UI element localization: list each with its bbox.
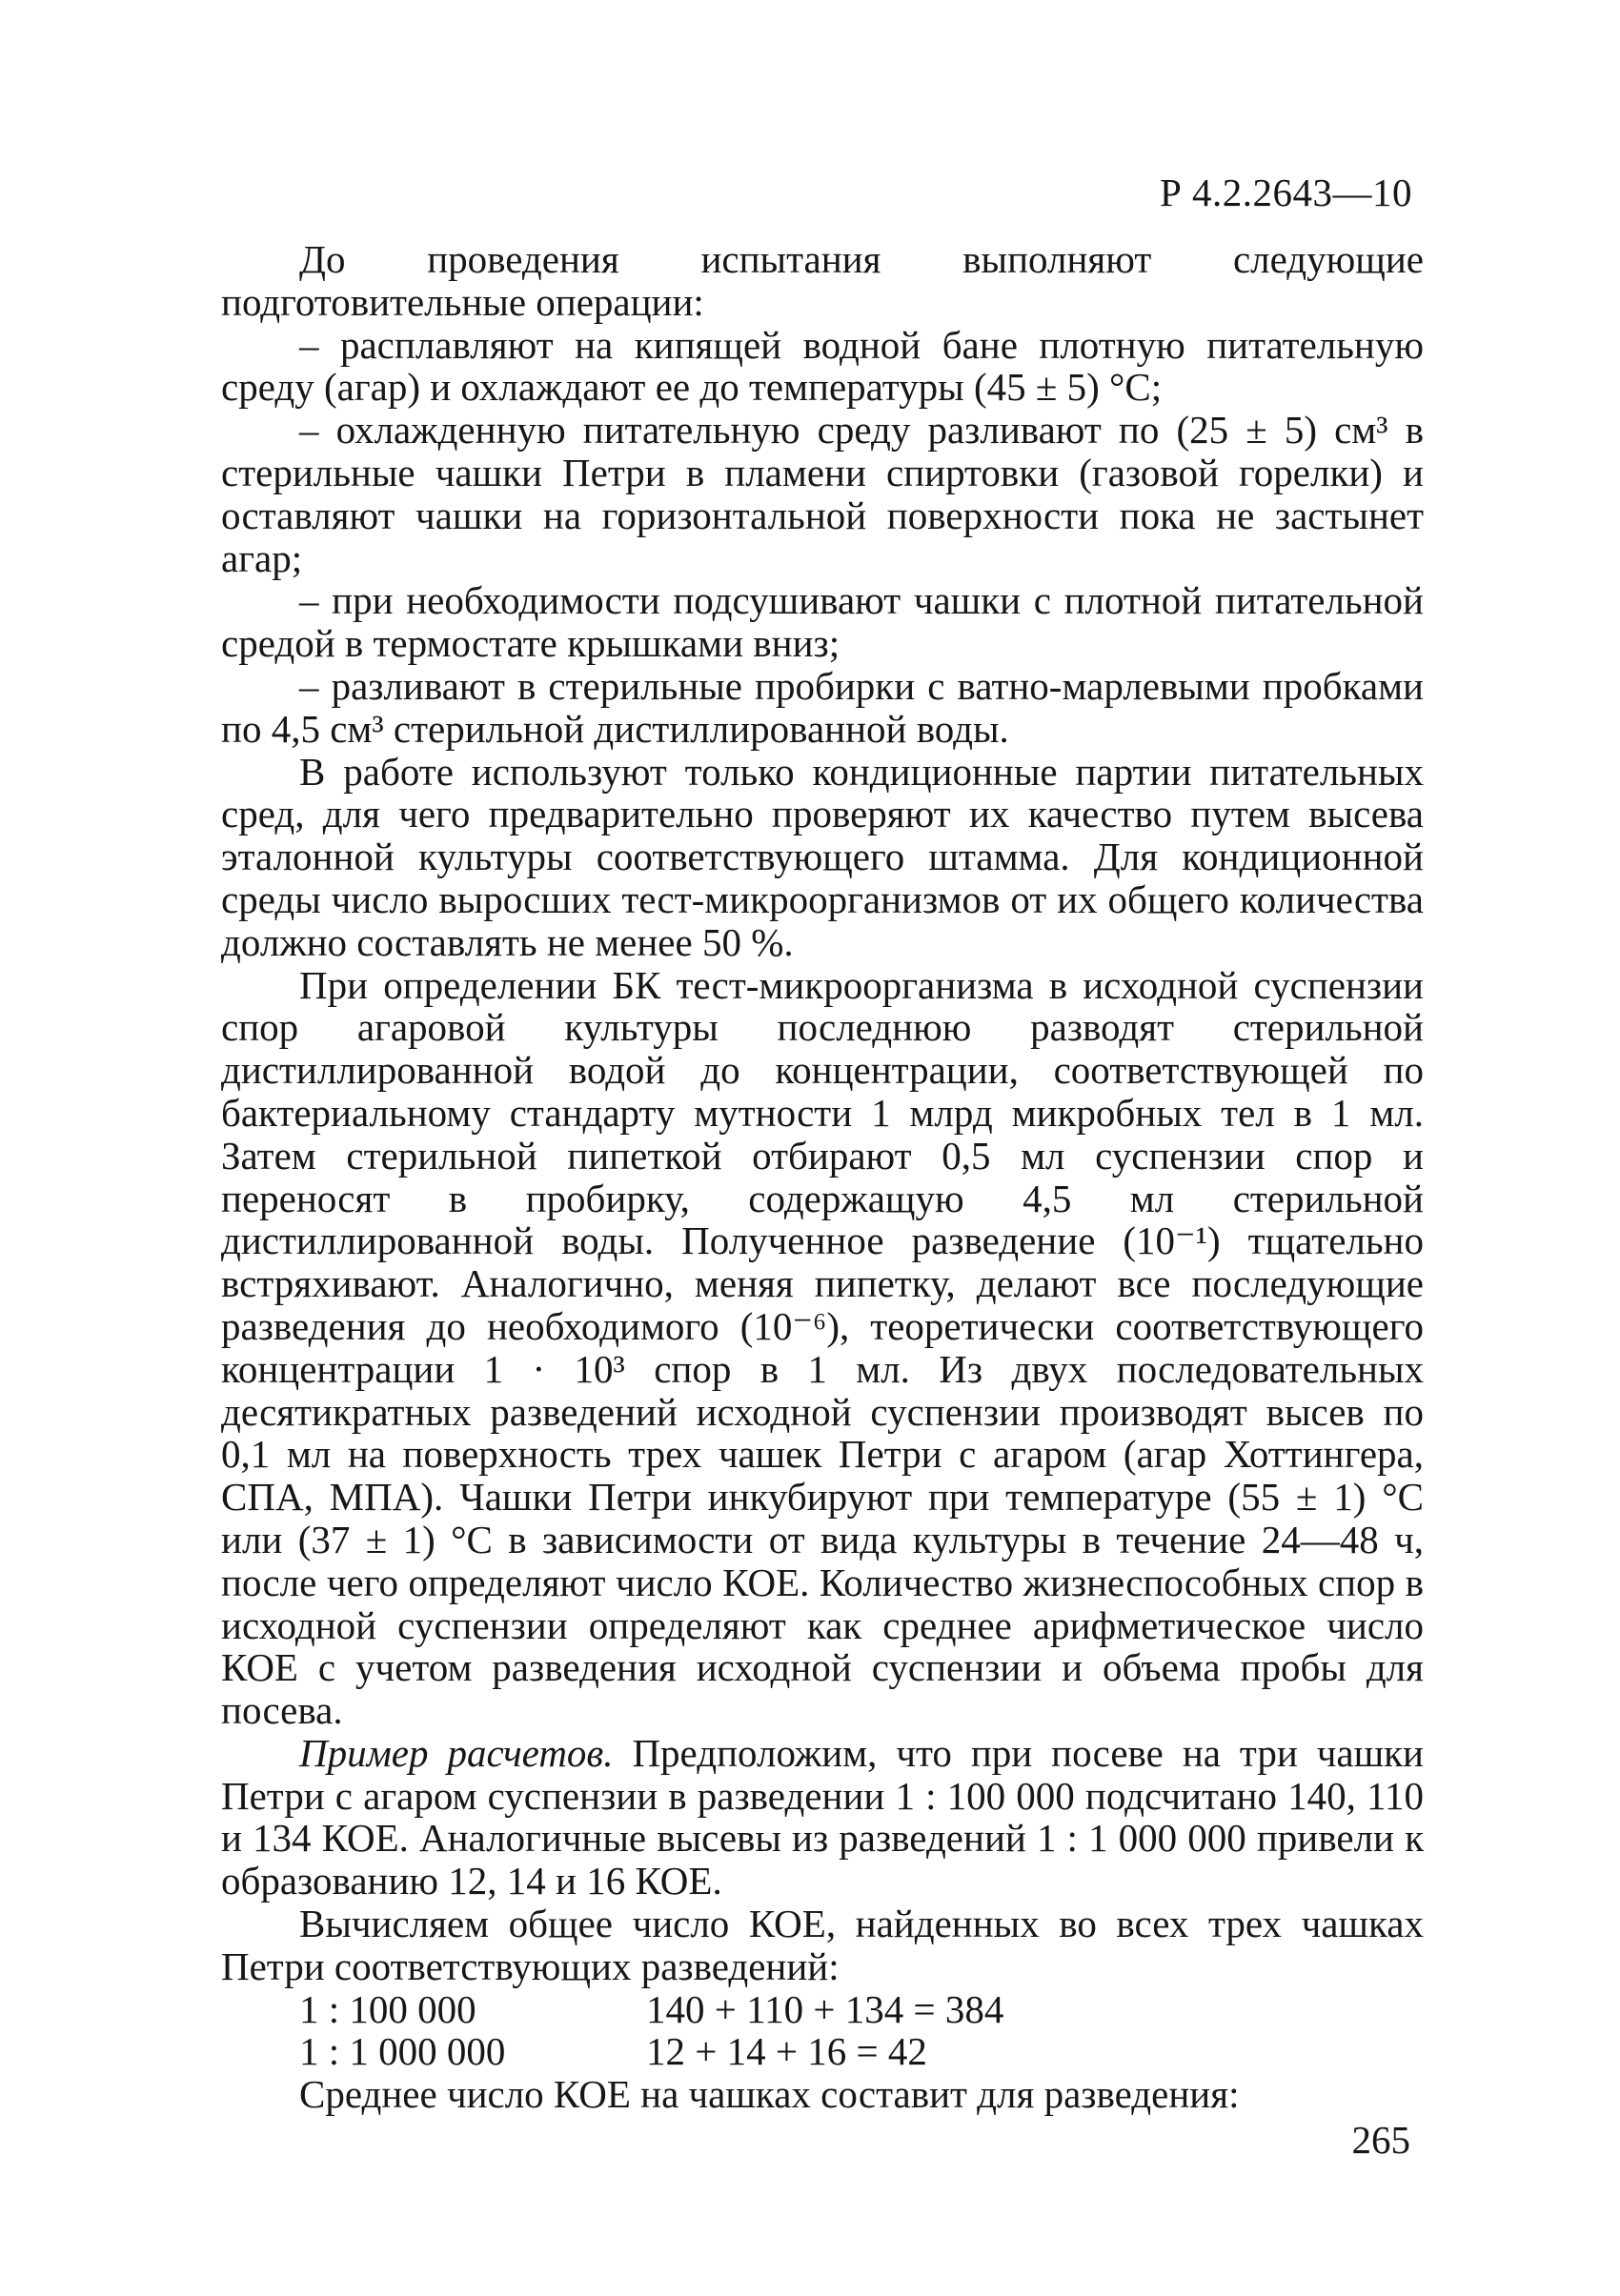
total-intro-paragraph: Вычисляем общее число КОЕ, найденных во всех трех чашках Петри соответствующих разведений: <box>221 1902 1424 1988</box>
calc-dilution: 1 : 100 000 <box>299 1986 476 2031</box>
prep-step: – расплавляют на кипящей водной бане плотную питательную среду (агар) и охлаждают ее до температуры (45 ± 5) °С; <box>221 322 1424 410</box>
calc-dilution: 1 : 1 000 000 <box>299 2029 506 2074</box>
example-label: Пример расчетов. <box>299 1730 614 1775</box>
calc-expression: 12 + 14 + 16 = 42 <box>646 2029 927 2074</box>
quality-paragraph: В работе используют только кондиционные партии питательных сред, для чего предварительно проверяют их качество путем высева эталонной культуры соответствующего штамма. Для кондиционной среды число выросших тест-микроорганизмов от их общего количества должно составлять не менее 50 %. <box>221 749 1424 964</box>
prep-step: – разливают в стерильные пробирки с ватно-марлевыми пробками по 4,5 см³ стерильной дистиллированной воды. <box>221 663 1424 751</box>
page-body <box>221 238 1424 2116</box>
example-text: Предположим, что при посеве на три чашки Петри с агаром суспензии в разведении 1 : 100 000 подсчитано 140, 110 и 134 КОЕ. Аналогичные высевы из разведений 1 : 1 000 000 привели к образованию 12, 14 и 16 КОЕ. <box>221 1730 1424 1903</box>
calc-row <box>221 1988 1424 2031</box>
average-intro-paragraph: Среднее число КОЕ на чашках составит для разведения: <box>299 2072 1240 2117</box>
intro-paragraph: До проведения испытания выполняют следующие подготовительные операции: <box>221 237 1424 324</box>
calc-expression: 140 + 110 + 134 = 384 <box>646 1986 1004 2031</box>
prep-step: – охлажденную питательную среду разливают по (25 ± 5) см³ в стерильные чашки Петри в пламени спиртовки (газовой горелки) и оставляют чашки на горизонтальной поверхности пока не застынет агар; <box>221 408 1424 580</box>
example-paragraph <box>221 1732 1424 1903</box>
method-paragraph: При определении БК тест-микроорганизма в исходной суспензии спор агаровой культуры последнюю разводят стерильной дистиллированной водой до концентрации, соответствующей по бактериальному стандарту мутности 1 млрд микробных тел в 1 мл. Затем стерильной пипеткой отбирают 0,5 мл суспензии спор и переносят в пробирку, содержащую 4,5 мл стерильной дистиллированной воды. Полученное разведение (10⁻¹) тщательно встряхивают. Аналогично, меняя пипетку, делают все последующие разведения до необходимого (10⁻⁶), теоретически соответствующего концентрации 1 · 10³ спор в 1 мл. Из двух последовательных десятикратных разведений исходной суспензии производят высев по 0,1 мл на поверхность трех чашек Петри с агаром (агар Хоттингера, СПА, МПА). Чашки Петри инкубируют при температуре (55 ± 1) °С или (37 ± 1) °С в зависимости от вида культуры в течение 24—48 ч, после чего определяют число КОЕ. Количество жизнеспособных спор в исходной суспензии определяют как среднее арифметическое число КОЕ с учетом разведения исходной суспензии и объема пробы для посева. <box>221 962 1424 1733</box>
prep-step: – при необходимости подсушивают чашки с плотной питательной средой в термостате крышками вниз; <box>221 578 1424 666</box>
calc-row <box>221 2030 1424 2073</box>
page-number: 265 <box>1351 2118 1410 2162</box>
document-code: Р 4.2.2643—10 <box>1159 171 1412 214</box>
